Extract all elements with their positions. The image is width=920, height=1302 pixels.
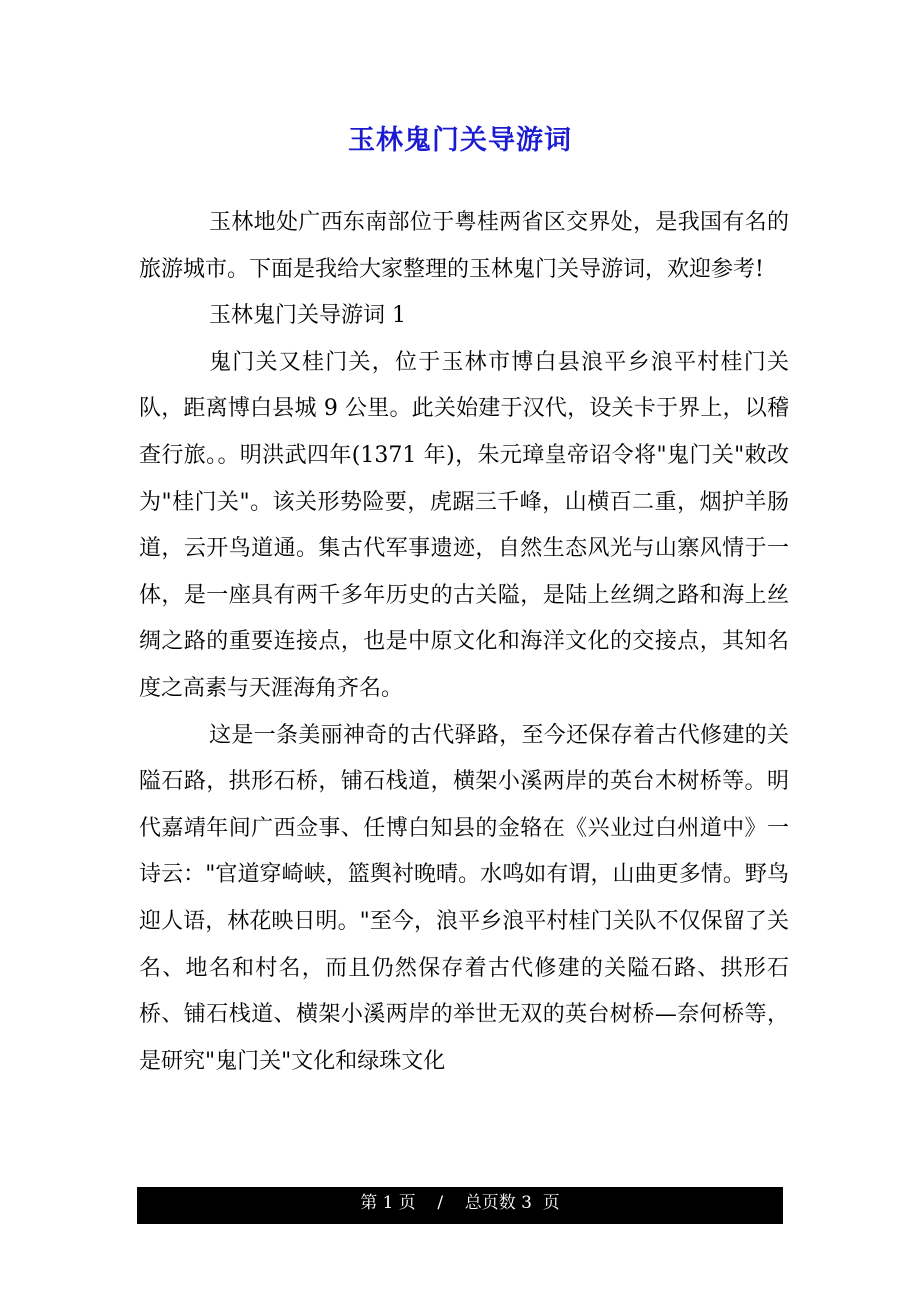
intro-paragraph: 玉林地处广西东南部位于粤桂两省区交界处，是我国有名的旅游城市。下面是我给大家整理的玉林鬼门关导游词，欢迎参考!	[139, 210, 789, 282]
body-paragraph: 鬼门关又桂门关，位于玉林市博白县浪平乡浪平村桂门关队，距离博白县城 9 公里。此关始建于汉代，设关卡于界上，以稽查行旅。。明洪武四年(1371 年)，朱元璋皇帝诏令将"鬼门关"敕改为"桂门关"。该关形势险要，虎踞三千峰，山横百二重，烟护羊肠道，云开鸟道通。集古代军事遗迹，自然生态风光与山寨风情于一体，是一座具有两千多年历史的古关隘，是陆上丝绸之路和海上丝绸之路的重要连接点，也是中原文化和海洋文化的交接点，其知名度之高素与天涯海角齐名。	[139, 349, 789, 701]
body-paragraph: 这是一条美丽神奇的古代驿路，至今还保存着古代修建的关隘石路，拱形石桥，铺石栈道，横架小溪两岸的英台木树桥等。明代嘉靖年间广西佥事、任博白知县的金辂在《兴业过白州道中》一诗云："官道穿崎峡，篮舆衬晚晴。水鸣如有谓，山曲更多情。野鸟迎人语，林花映日明。"至今，浪平乡浪平村桂门关队不仅保留了关名、地名和村名，而且仍然保存着古代修建的关隘石路、拱形石桥、铺石栈道、横架小溪两岸的举世无双的英台树桥—奈何桥等，是研究"鬼门关"文化和绿珠文化	[139, 722, 789, 1074]
page-indicator: 第 1 页 / 总页数 3 页	[360, 1193, 560, 1213]
section-heading: 玉林鬼门关导游词 1	[209, 303, 406, 329]
document-body	[139, 200, 789, 1085]
document-title: 玉林鬼门关导游词	[348, 125, 572, 156]
